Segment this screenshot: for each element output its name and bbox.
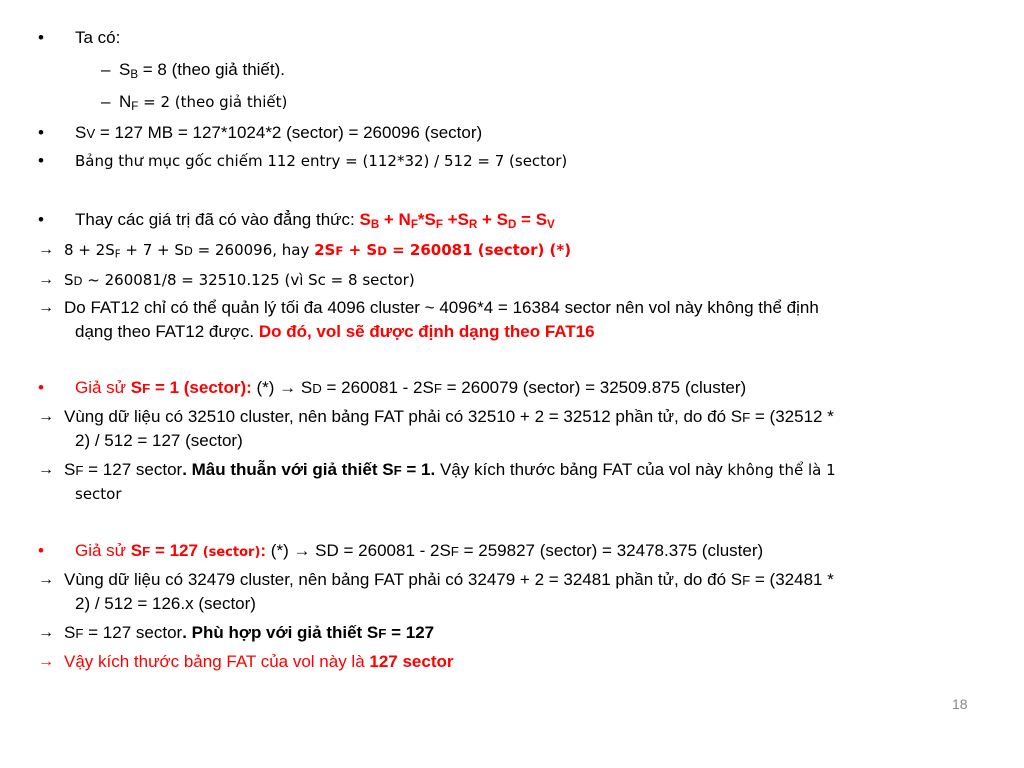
line-data-region-1-cont: 2) / 512 = 127 (sector) xyxy=(75,431,243,450)
line-root-dir: Bảng thư mục gốc chiếm 112 entry = (112*32) / 512 = 7 (sector) xyxy=(75,152,568,170)
arrow-icon: → xyxy=(38,653,54,670)
line-sd-estimate: SD ~ 260081/8 = 32510.125 (vì Sc = 8 sector) xyxy=(64,271,415,289)
line-sb: $S_B = 8$ (theo giả thiết). xyxy=(119,60,285,81)
arrow-icon: → xyxy=(38,571,54,588)
page-number: 18 xyxy=(952,696,968,712)
substitution-result: 2SF + SD = 260081 (sector) (*) xyxy=(314,241,572,259)
line-nf: $N_F = 2$ (theo giả thiết) xyxy=(119,92,288,113)
line-assume-sf-1: Giả sử SF = 1 (sector): (*) → SD = 260081 - 2SF = 260079 (sector) = 32509.875 (cluster) xyxy=(75,378,747,397)
line-data-region-1: Vùng dữ liệu có 32510 cluster, nên bảng FAT phải có 32510 + 2 = 32512 phần tử, do đó SF = (32512 * xyxy=(64,407,834,426)
bullet-marker: • xyxy=(38,151,44,170)
arrow-icon: → xyxy=(38,461,54,478)
dash-marker: – xyxy=(101,60,111,79)
line-assume-sf-127: Giả sử SF = 127 (sector): (*) → SD = 260081 - 2SF = 259827 (sector) = 32478.375 (cluster) xyxy=(75,541,764,560)
arrow-icon: → xyxy=(38,624,54,641)
bullet-marker: • xyxy=(38,123,44,142)
line-fat16-conclusion: dạng theo FAT12 được. Do đó, vol sẽ được định dạng theo FAT16 xyxy=(75,322,595,341)
bullet-marker: • xyxy=(38,378,44,397)
arrow-icon: → xyxy=(38,299,54,316)
line-contradiction-cont: sector xyxy=(75,485,122,503)
dash-marker: – xyxy=(101,92,111,111)
line-contradiction: SF = 127 sector. Mâu thuẫn với giả thiết SF = 1. Vậy kích thước bảng FAT của vol này không thể là 1 xyxy=(64,460,836,479)
equation-highlight: $S_B + N_F*S_F +S_R + S_D = S_V$ xyxy=(359,210,555,231)
arrow-icon: → xyxy=(279,378,297,397)
line-substitution: $8 + 2S_F + 7$ + SD = 260096, hay 2SF + SD = 260081 (sector) (*) xyxy=(64,241,572,261)
arrow-icon: → xyxy=(293,541,311,560)
line-data-region-2-cont: 2) / 512 = 126.x (sector) xyxy=(75,594,256,613)
bullet-marker: • xyxy=(38,28,44,47)
arrow-icon: → xyxy=(38,408,54,425)
arrow-icon: → xyxy=(38,241,54,258)
line-final-conclusion: Vậy kích thước bảng FAT của vol này là 127 sector xyxy=(64,652,454,671)
bullet-marker: • xyxy=(38,210,44,229)
line-fat12-limit: Do FAT12 chỉ có thể quản lý tối đa 4096 cluster ~ 4096*4 = 16384 sector nên vol này không thể định xyxy=(64,298,819,317)
line-consistent: SF = 127 sector. Phù hợp với giả thiết SF = 127 xyxy=(64,623,435,642)
bullet-marker: • xyxy=(38,541,44,560)
line-sv: SV = 127 MB = 127*1024*2 (sector) = 260096 (sector) xyxy=(75,123,483,142)
line-equation: Thay các giá trị đã có vào đẳng thức: $S_B + N_F*S_F +S_R + S_D = S_V$ xyxy=(75,210,555,231)
line-data-region-2: Vùng dữ liệu có 32479 cluster, nên bảng FAT phải có 32479 + 2 = 32481 phần tử, do đó SF = (32481 * xyxy=(64,570,834,589)
arrow-icon: → xyxy=(38,271,54,288)
line-intro: Ta có: xyxy=(75,28,121,47)
